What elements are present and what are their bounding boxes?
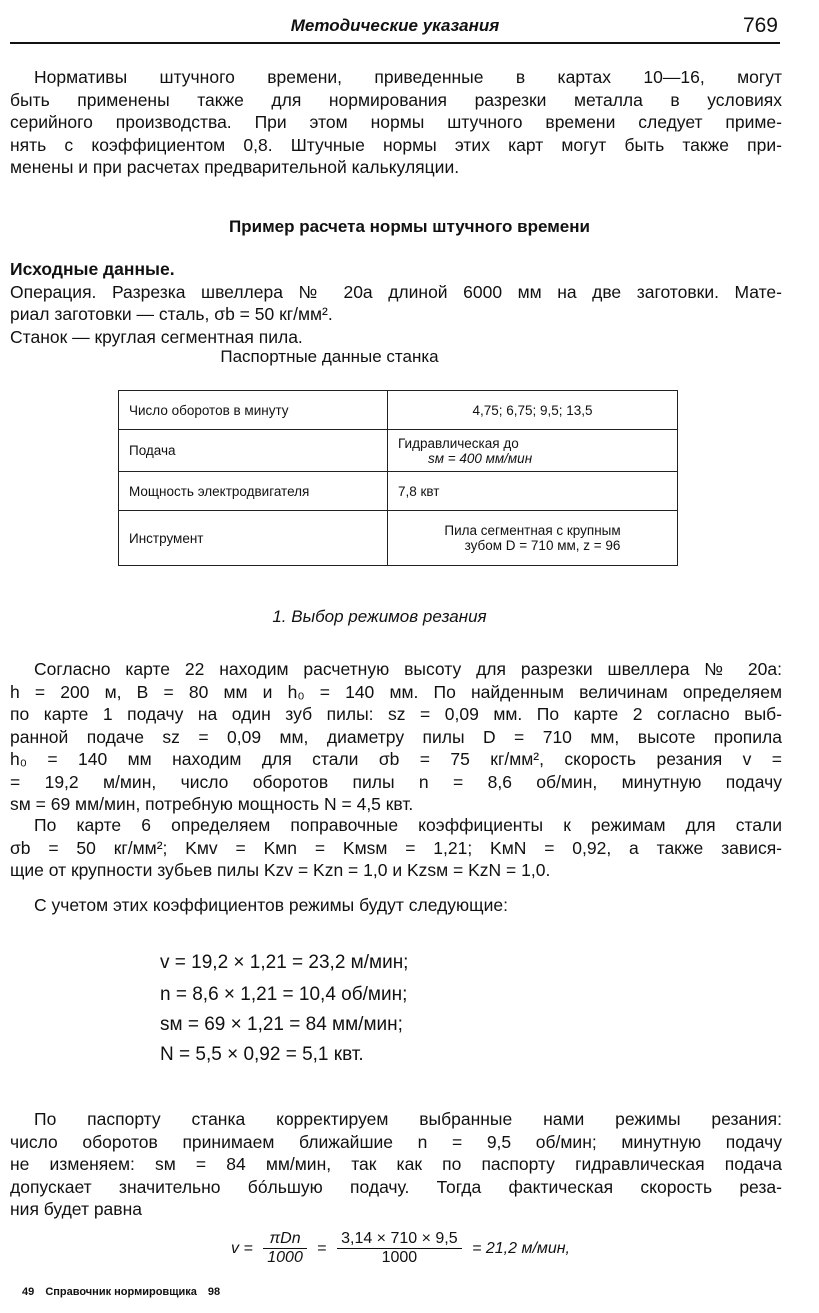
body-paragraph-4 xyxy=(10,1108,782,1221)
text-line: число оборотов принимаем ближайшие n = 9,5 об/мин; минутную подачу xyxy=(10,1131,782,1152)
text-line: риал заготовки — сталь, σb = 50 кг/мм². xyxy=(10,304,333,324)
footer-signature: 49 xyxy=(22,1286,35,1298)
equals-sign: = xyxy=(317,1239,327,1257)
table-value-line: sм = 400 мм/мин xyxy=(428,450,533,466)
footer-number: 98 xyxy=(207,1286,221,1298)
text-line: по карте 1 подачу на один зуб пилы: sz = 0,09 мм. По карте 2 согласно выб- xyxy=(10,704,782,724)
body-paragraph-1 xyxy=(10,658,782,816)
table-param: Подача xyxy=(119,430,388,472)
source-data xyxy=(10,258,782,348)
formula-lhs: v = xyxy=(231,1239,253,1257)
text-line: h = 200 м, B = 80 мм и h₀ = 140 мм. По найденным величинам определяем xyxy=(10,681,782,702)
text-line: Согласно карте 22 находим расчетную высоту для разрезки швеллера № 20а: xyxy=(34,659,782,679)
text-line: не изменяем: sм = 84 мм/мин, так как по паспорту гидравлическая подача xyxy=(10,1154,782,1174)
fraction-numerator: 3,14 × 710 × 9,5 xyxy=(337,1230,462,1249)
body-paragraph-3 xyxy=(10,894,782,917)
text-line: σb = 50 кг/мм²; Kмv = Kмn = Kмsм = 1,21; KмN = 0,92, а также завися- xyxy=(10,837,782,858)
intro-paragraph xyxy=(10,66,782,179)
text-line: серийного производства. При этом нормы штучного времени следует приме- xyxy=(10,112,782,132)
text-line: нять с коэффициентом 0,8. Штучные нормы этих карт могут быть также при- xyxy=(10,134,782,155)
text-line: Нормативы штучного времени, приведенные в картах 10—16, могут xyxy=(34,67,782,87)
table-value xyxy=(388,391,678,430)
footer-book: Справочник нормировщика xyxy=(45,1286,197,1298)
table-value-line: Пила сегментная с крупным xyxy=(444,523,621,538)
passport-title: Паспортные данные станка xyxy=(220,347,439,366)
running-header xyxy=(10,12,780,44)
table-param: Число оборотов в минуту xyxy=(119,391,388,430)
body-paragraph-2 xyxy=(10,814,782,882)
table-row xyxy=(119,430,678,472)
table-param: Мощность электродвигателя xyxy=(119,472,388,511)
table-value-line: 7,8 квт xyxy=(398,483,440,499)
table-param: Инструмент xyxy=(119,511,388,566)
text-line: По карте 6 определяем поправочные коэффициенты к режимам для стали xyxy=(34,815,782,835)
fraction-denominator: 1000 xyxy=(267,1249,303,1266)
formula-v: v = 19,2 × 1,21 = 23,2 м/мин; xyxy=(160,952,409,973)
table-value xyxy=(388,430,678,472)
text-line: h₀ = 140 мм находим для стали σb = 75 кг/мм², скорость резания v = xyxy=(10,749,782,769)
text-line: = 19,2 м/мин, число оборотов пилы n = 8,6 об/мин, минутную подачу xyxy=(10,771,782,792)
text-line: быть применены также для нормирования разрезки металла в условиях xyxy=(10,89,782,110)
formula-n: n = 8,6 × 1,21 = 10,4 об/мин; xyxy=(160,984,408,1005)
fraction-2 xyxy=(337,1230,462,1267)
formula-sm: sм = 69 × 1,21 = 84 мм/мин; xyxy=(160,1014,403,1035)
speed-formula xyxy=(225,1230,576,1280)
text-line: ния будет равна xyxy=(10,1199,142,1219)
table-row xyxy=(119,511,678,566)
text-line: щие от крупности зубьев пилы Kzv = Kzn = 1,0 и Kzsм = KzN = 1,0. xyxy=(10,860,551,880)
fraction-denominator: 1000 xyxy=(381,1249,418,1266)
formula-N: N = 5,5 × 0,92 = 5,1 квт. xyxy=(160,1044,364,1065)
table-row xyxy=(119,391,678,430)
text-line: менены и при расчетах предварительной калькуляции. xyxy=(10,157,460,177)
table-value-line: зубом D = 710 мм, z = 96 xyxy=(464,538,621,553)
fraction-numerator: πDn xyxy=(263,1230,307,1249)
text-line: sм = 69 мм/мин, потребную мощность N = 4,5 квт. xyxy=(10,794,414,814)
text-line: По паспорту станка корректируем выбранные нами режимы резания: xyxy=(34,1109,782,1129)
text-line: допускает значительно бóльшую подачу. Тогда фактическая скорость реза- xyxy=(10,1176,782,1197)
formula-result: = 21,2 м/мин, xyxy=(472,1239,570,1257)
table-value-line: Гидравлическая до xyxy=(398,435,519,451)
text-line: С учетом этих коэффициентов режимы будут следующие: xyxy=(34,895,508,915)
fraction-1 xyxy=(263,1230,307,1267)
table-row xyxy=(119,472,678,511)
text-line: Операция. Разрезка швеллера № 20а длиной 6000 мм на две заготовки. Мате- xyxy=(10,281,782,302)
source-heading: Исходные данные. xyxy=(10,259,175,279)
running-title: Методические указания xyxy=(290,16,500,35)
printer-footer xyxy=(22,1286,228,1298)
example-title: Пример расчета нормы штучного времени xyxy=(229,217,590,236)
page-number: 769 xyxy=(742,14,778,37)
table-value xyxy=(388,472,678,511)
section-title: 1. Выбор режимов резания xyxy=(272,607,487,626)
table-value xyxy=(388,511,678,566)
passport-table xyxy=(118,390,678,566)
text-line: Станок — круглая сегментная пила. xyxy=(10,326,303,347)
table-value-line: 4,75; 6,75; 9,5; 13,5 xyxy=(472,402,593,418)
text-line: ранной подаче sz = 0,09 мм, диаметру пилы D = 710 мм, высоте пропила xyxy=(10,726,782,747)
